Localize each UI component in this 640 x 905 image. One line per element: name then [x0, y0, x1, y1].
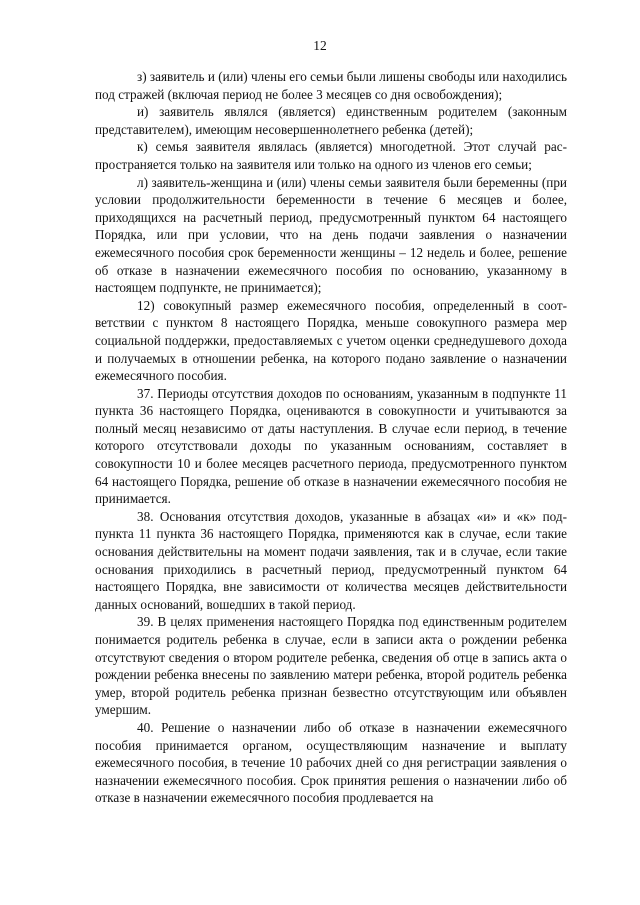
paragraph-39: 39. В целях применения настоящего Порядка под единственным родителем понимается родитель ребенка в случае, если в записи акта о рождении ребенка отсутствуют сведения о втором родителе ребенка, сведения об отце в запись акта о рождении ребенка внесены по заявлению матери ребенка, второй родитель ребенка умер, второй родитель ребенка признан безвестно отсутствующим или объявлен умершим. — [95, 614, 567, 718]
document-body — [95, 68, 567, 807]
page-number: 12 — [313, 38, 327, 53]
paragraph-subitem-k: к) семья заявителя являлась (является) многодетной. Этот случай распространяется только на заявителя или только на одного из членов его семьи; — [95, 139, 567, 172]
paragraph-subitem-i: и) заявитель являлся (является) единственным родителем (законным представителем), имеющим несовершеннолетнего ребенка (детей); — [95, 104, 567, 137]
paragraph-subitem-z: з) заявитель и (или) члены его семьи были лишены свободы или находились под стражей (включая период не более 3 месяцев со дня освобождения); — [95, 69, 567, 102]
paragraph-40: 40. Решение о назначении либо об отказе в назначении ежемесячного пособия принимается органом, осуществляющим назначение и выплату ежемесячного пособия, в течение 10 рабочих дней со дня регистрации заявления о назначении ежемесячного пособия. Срок принятия решения о назначении либо об отказе в назначении ежемесячного пособия продлевается на — [95, 719, 567, 806]
paragraph-37: 37. Периоды отсутствия доходов по основаниям, указанным в подпункте 11 пункта 36 настоящего Порядка, оцениваются в совокупности и учитываются за полный месяц независимо от даты наступления. В случае если период, в течение которого отсутствовали доходы по указанным основаниям, составляет в совокупности 10 и более месяцев расчетного периода, предусмотренного пунктом 64 настоящего Порядка, решение об отказе в назначении ежемесячного пособия не принимается. — [95, 385, 567, 507]
paragraph-38: 38. Основания отсутствия доходов, указанные в абзацах «и» и «к» подпункта 11 пункта 36 настоящего Порядка, применяются как в случае, если такие основания действительны на момент подачи заявления, так и в случае, если такие основания приходились в расчетный период, предусмотренный пунктом 64 настоящего Порядка, вне зависимости от количества месяцев действительности данных оснований, вошедших в такой период. — [95, 508, 567, 612]
paragraph-subitem-l: л) заявитель-женщина и (или) члены семьи заявителя были беременны (при условии продолжительности беременности в течение 6 месяцев и более, приходящихся на расчетный период, предусмотренный пунктом 64 настоящего Порядка, или при условии, что на день подачи заявления о назначении ежемесячного пособия срок беременности женщины – 12 недель и более, решение об отказе в назначении ежемесячного пособия по основанию, указанному в настоящем подпункте, не принимается); — [95, 174, 567, 296]
paragraph-subitem-12: 12) совокупный размер ежемесячного пособия, определенный в соответствии с пунктом 8 настоящего Порядка, меньше совокупного размера мер социальной поддержки, предоставляемых с учетом оценки среднедушевого дохода и получаемых в отношении ребенка, на которого подано заявление о назначении ежемесячного пособия. — [95, 297, 567, 384]
